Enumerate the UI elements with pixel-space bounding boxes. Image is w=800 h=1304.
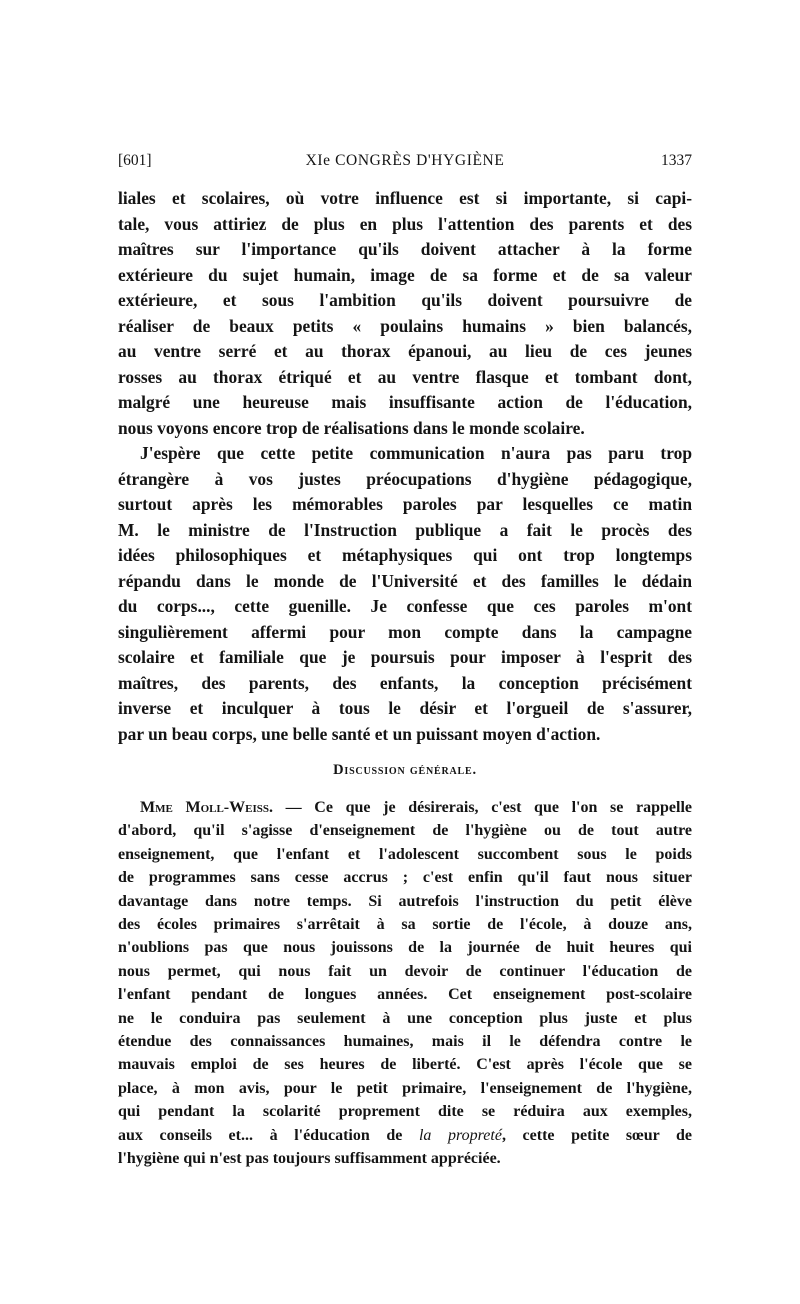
running-title: XIe CONGRÈS D'HYGIÈNE <box>305 152 505 169</box>
text-line: par un beau corps, une belle santé et un puissant moyen d'action. <box>118 723 601 744</box>
text-line: J'espère que cette petite communication n'aura pas paru trop <box>140 443 692 463</box>
text-line: au ventre serré et au thorax épanoui, au lieu de ces jeunes <box>118 341 692 361</box>
text-line: nous permet, qui nous fait un devoir de continuer l'éducation de <box>118 962 692 980</box>
text-fragment: , cette petite sœur de <box>501 1126 693 1144</box>
page-reference: [601] <box>118 152 152 169</box>
text-line <box>118 796 692 819</box>
speaker-name: Mme Moll-Weiss. <box>140 799 273 816</box>
text-line: qui pendant la scolarité proprement dite se réduira aux exemples, <box>118 1103 692 1121</box>
running-header <box>118 152 692 176</box>
text-line <box>118 1124 692 1147</box>
text-line: ne le conduira pas seulement à une conception plus juste et plus <box>118 1009 692 1027</box>
section-heading: Discussion générale. <box>333 762 477 778</box>
discussion-text <box>118 796 692 1171</box>
text-line: l'hygiène qui n'est pas toujours suffisamment appréciée. <box>118 1150 501 1168</box>
text-line: n'oublions pas que nous jouissons de la journée de huit heures qui <box>118 939 692 957</box>
italic-phrase: la propreté <box>418 1126 502 1144</box>
text-line: extérieure, et sous l'ambition qu'ils doivent poursuivre de <box>118 290 692 310</box>
text-line: réaliser de beaux petits « poulains humains » bien balancés, <box>118 315 692 336</box>
text-line: place, à mon avis, pour le petit primaire, l'enseignement de l'hygiène, <box>118 1079 692 1097</box>
text-line: maîtres, des parents, des enfants, la conception précisément <box>118 672 692 693</box>
text-line: maîtres sur l'importance qu'ils doivent attacher à la forme <box>118 239 692 259</box>
text-line: mauvais emploi de ses heures de liberté. C'est après l'école que se <box>118 1056 692 1074</box>
text-line: davantage dans notre temps. Si autrefois l'instruction du petit élève <box>118 892 692 910</box>
text-line: malgré une heureuse mais insuffisante action de l'éducation, <box>118 392 692 412</box>
main-text <box>118 186 692 747</box>
text-line: rosses au thorax étriqué et au ventre flasque et tombant dont, <box>118 366 692 387</box>
text-line: de programmes sans cesse accrus ; c'est enfin qu'il faut nous situer <box>118 869 692 887</box>
text-line: du corps..., cette guenille. Je confesse que ces paroles m'ont <box>118 596 692 616</box>
text-fragment: aux conseils et... à l'éducation de <box>118 1126 419 1144</box>
text-line: extérieure du sujet humain, image de sa forme et de sa valeur <box>118 264 692 285</box>
speaker-remark: — Ce que je désirerais, c'est que l'on se rappelle <box>272 799 692 816</box>
text-line: M. le ministre de l'Instruction publique a fait le procès des <box>118 519 692 540</box>
text-line: nous voyons encore trop de réalisations dans le monde scolaire. <box>118 417 585 438</box>
text-line: répandu dans le monde de l'Université et des familles le dédain <box>118 570 692 591</box>
text-line: d'abord, qu'il s'agisse d'enseignement de l'hygiène ou de tout autre <box>118 822 692 840</box>
text-line: des écoles primaires s'arrêtait à sa sortie de l'école, à douze ans, <box>118 916 692 934</box>
text-line: scolaire et familiale que je poursuis pour imposer à l'esprit des <box>118 647 692 667</box>
text-line: étrangère à vos justes préocupations d'hygiène pédagogique, <box>118 468 692 489</box>
text-line: enseignement, que l'enfant et l'adolescent succombent sous le poids <box>118 845 692 863</box>
text-line: inverse et inculquer à tous le désir et l'orgueil de s'assurer, <box>118 698 692 718</box>
page-number: 1337 <box>661 152 692 169</box>
text-line: tale, vous attiriez de plus en plus l'attention des parents et des <box>118 213 692 234</box>
text-line: étendue des connaissances humaines, mais il le défendra contre le <box>118 1033 692 1051</box>
text-line: surtout après les mémorables paroles par lesquelles ce matin <box>118 494 692 514</box>
text-line: singulièrement affermi pour mon compte dans la campagne <box>118 621 692 642</box>
text-line: liales et scolaires, où votre influence est si importante, si capi- <box>118 188 692 208</box>
text-line: l'enfant pendant de longues années. Cet enseignement post-scolaire <box>118 986 692 1004</box>
text-line: idées philosophiques et métaphysiques qui ont trop longtemps <box>118 545 692 565</box>
